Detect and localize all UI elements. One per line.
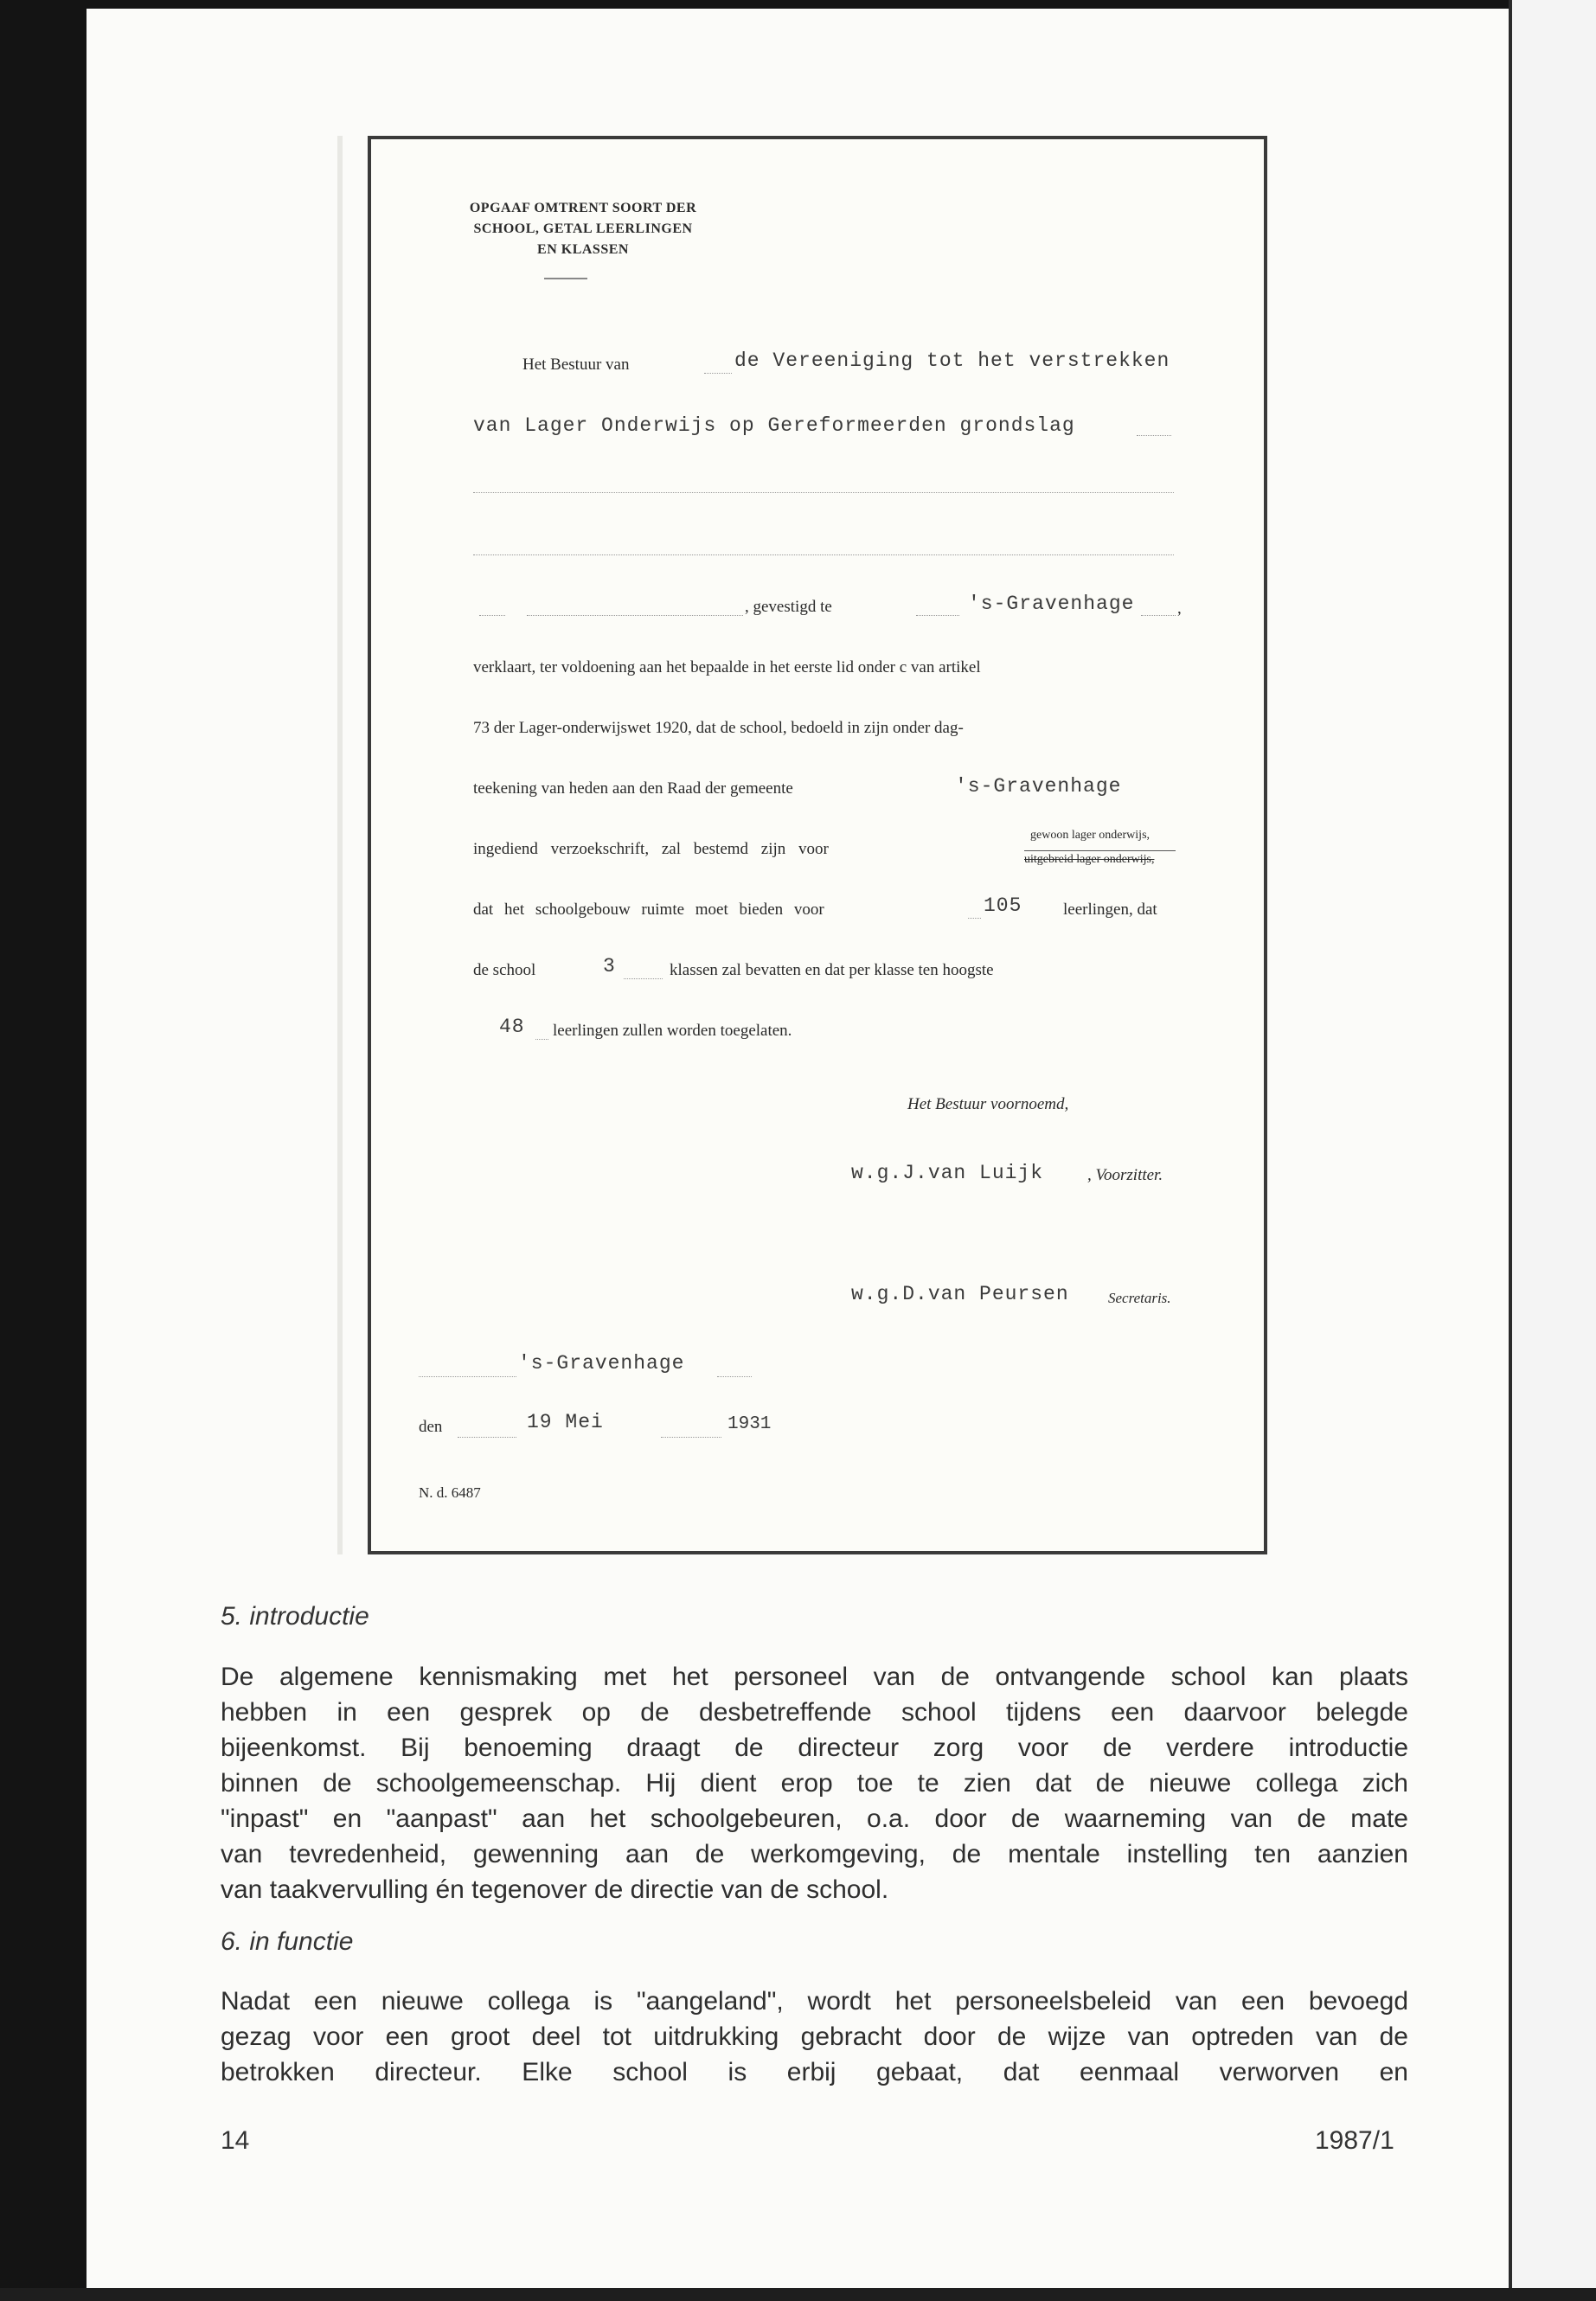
line-schoolgebouw: dat het schoolgebouw ruimte moet bieden voor [473, 901, 824, 919]
paragraph-line: bijeenkomst. Bij benoeming draagt de directeur zorg voor de verdere introductie [221, 1734, 1408, 1762]
scan-border-left [0, 0, 87, 2301]
gevestigd-label: , gevestigd te [745, 598, 832, 616]
document-shadow [337, 136, 343, 1554]
paragraph-line: "inpast" en "aanpast" aan het schoolgebeuren, o.a. door de waarneming van de mate [221, 1804, 1408, 1833]
issue-number: 1987/1 [1315, 2126, 1394, 2155]
section-5-paragraph [221, 1659, 1408, 1907]
date-year: 1931 [727, 1414, 772, 1434]
paragraph-line: binnen de schoolgemeenschap. Hij dient erop toe te zien dat de nieuwe collega zich [221, 1769, 1408, 1798]
option-uitgebreid: uitgebreid lager onderwijs, [1024, 853, 1155, 866]
per-class: 48 [499, 1016, 525, 1038]
blank-line [473, 554, 1174, 555]
bestuur-name-2: van Lager Onderwijs op Gereformeerden grondslag [473, 414, 1075, 437]
scan-border-top [0, 0, 1596, 9]
page-number: 14 [221, 2126, 250, 2155]
paragraph-line: gezag voor een groot deel tot uitdrukking gebracht door de wijze van optreden van de [221, 2022, 1408, 2051]
fill-line [624, 978, 663, 979]
line-73: 73 der Lager-onderwijswet 1920, dat de school, bedoeld in zijn onder dag- [473, 719, 964, 737]
den-label: den [419, 1418, 443, 1436]
date-day-month: 19 Mei [527, 1411, 604, 1433]
fill-line [535, 1039, 548, 1040]
line-verklaart: verklaart, ter voldoening aan het bepaalde in het eerste lid onder c van artikel [473, 658, 981, 676]
fill-line [916, 615, 959, 616]
form-title-line: EN KLASSEN [537, 242, 629, 257]
form-title-line: SCHOOL, GETAL LEERLINGEN [473, 221, 693, 236]
classes: 3 [603, 955, 616, 977]
paragraph-line: hebben in een gesprek op de desbetreffende school tijdens een daarvoor belegde [221, 1698, 1408, 1727]
leerlingen-toegelaten: leerlingen zullen worden toegelaten. [553, 1022, 792, 1040]
form-title [440, 198, 726, 260]
section-5-heading: 5. introductie [221, 1602, 369, 1631]
form-title-line: OPGAAF OMTRENT SOORT DER [469, 201, 697, 215]
scan-border-bottom [0, 2288, 1596, 2301]
historical-form [368, 136, 1267, 1554]
paragraph-line: van tevredenheid, gewenning aan de werkomgeving, de mentale instelling ten aanzien [221, 1840, 1408, 1868]
bestuur-label: Het Bestuur van [522, 356, 630, 374]
fill-line [419, 1376, 516, 1377]
chairman-name: w.g.J.van Luijk [851, 1162, 1044, 1184]
line-ingediend: ingediend verzoekschrift, zal bestemd zijn voor [473, 840, 829, 858]
blank-line [473, 492, 1174, 493]
paragraph-line: De algemene kennismaking met het personeel van de ontvangende school kan plaats [221, 1663, 1408, 1691]
fill-line [527, 615, 743, 616]
gemeente: 's-Gravenhage [955, 775, 1122, 798]
fill-line [1141, 615, 1176, 616]
title-rule [544, 278, 587, 279]
fill-line [661, 1437, 721, 1438]
gevestigd-place: 's-Gravenhage [968, 593, 1135, 615]
section-6-heading: 6. in functie [221, 1927, 354, 1956]
fill-line [717, 1376, 752, 1377]
secretary-role: Secretaris. [1108, 1290, 1171, 1306]
option-gewoon: gewoon lager onderwijs, [1030, 829, 1151, 842]
paragraph-line: van taakvervulling én tegenover de directie van de school. [221, 1875, 889, 1904]
chairman-role: , Voorzitter. [1087, 1166, 1163, 1184]
klassen-text: klassen zal bevatten en dat per klasse ten hoogste [670, 961, 994, 979]
capacity: 105 [984, 894, 1022, 917]
secretary-name: w.g.D.van Peursen [851, 1283, 1069, 1305]
fill-line [968, 918, 981, 919]
scan-border-right [1512, 0, 1596, 2301]
fraction-bar [1024, 850, 1176, 851]
place: 's-Gravenhage [518, 1352, 685, 1375]
signoff: Het Bestuur voornoemd, [907, 1095, 1069, 1113]
bestuur-name-1: de Vereeniging tot het verstrekken [734, 349, 1170, 372]
ref-number: N. d. 6487 [419, 1484, 481, 1501]
paragraph-line: betrokken directeur. Elke school is erbij gebaat, dat eenmaal verworven en [221, 2058, 1408, 2086]
de-school: de school [473, 961, 536, 979]
paragraph-line: Nadat een nieuwe collega is "aangeland", wordt het personeelsbeleid van een bevoegd [221, 1987, 1408, 2016]
fill-line [458, 1437, 516, 1438]
fill-line [1137, 435, 1171, 436]
comma: , [1177, 599, 1182, 618]
fill-line [479, 615, 505, 616]
section-6-paragraph [221, 1984, 1408, 2090]
fill-line [704, 373, 732, 374]
leerlingen-dat: leerlingen, dat [1063, 901, 1157, 919]
line-teekening: teekening van heden aan den Raad der gemeente [473, 779, 793, 798]
